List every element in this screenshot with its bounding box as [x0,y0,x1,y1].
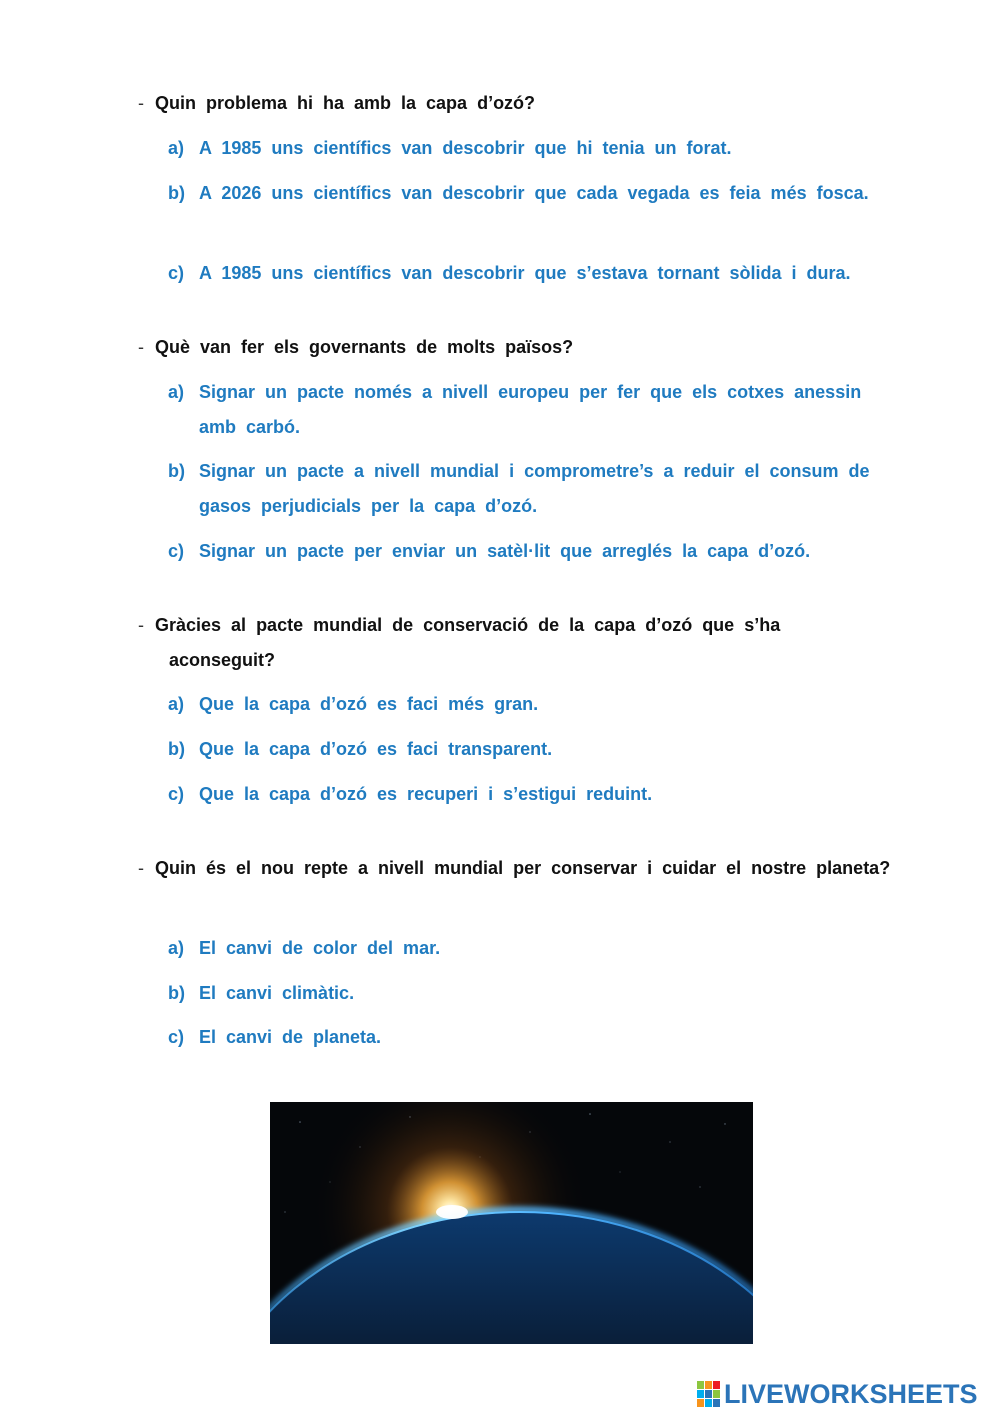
answer-letter: a) [168,382,185,402]
question-3 [138,608,873,678]
question-text: Gràcies al pacte mundial de conservació de la capa d’ozó que s’ha aconseguit? [155,615,781,670]
liveworksheets-brand [697,1377,978,1411]
answer-text: Signar un pacte per enviar un satèl·lit que arreglés la capa d’ozó. [199,541,811,561]
question-text: Què van fer els governants de molts països? [155,337,574,357]
answer-text: Que la capa d’ozó es faci més gran. [199,694,539,714]
answer-letter: c) [168,1027,185,1047]
sun-core [436,1205,468,1219]
answer-4b[interactable] [168,976,928,1011]
question-1 [138,86,898,121]
question-text: Quin és el nou repte a nivell mundial per conservar i cuidar el nostre planeta? [155,858,891,878]
question-dash: - [138,337,144,357]
answer-text: El canvi climàtic. [199,983,355,1003]
answer-letter: a) [168,938,185,958]
answer-2c[interactable] [168,534,948,569]
answer-text: Signar un pacte només a nivell europeu per fer que els cotxes anessin amb carbó. [199,382,862,437]
answer-letter: b) [168,183,185,203]
answer-2a[interactable] [168,375,868,445]
answer-4a[interactable] [168,931,928,966]
question-dash: - [138,858,144,878]
question-text: Quin problema hi ha amb la capa d’ozó? [155,93,536,113]
answer-1a[interactable] [168,131,908,166]
answer-4c[interactable] [168,1020,928,1055]
answer-2b[interactable] [168,454,928,524]
answer-letter: b) [168,983,185,1003]
answer-text: Que la capa d’ozó es recuperi i s’estigui reduint. [199,784,653,804]
answer-1b[interactable] [168,176,888,211]
answer-3b[interactable] [168,732,928,767]
answer-text: A 2026 uns científics van descobrir que cada vegada es feia més fosca. [199,183,869,203]
answer-letter: a) [168,138,185,158]
question-dash: - [138,615,144,635]
answer-letter: b) [168,739,185,759]
answer-letter: c) [168,263,185,283]
answer-text: Que la capa d’ozó es faci transparent. [199,739,553,759]
answer-text: A 1985 uns científics van descobrir que hi tenia un forat. [199,138,732,158]
answer-letter: c) [168,784,185,804]
brand-name: LIVEWORKSHEETS [724,1378,978,1409]
answer-1c[interactable] [168,256,968,291]
question-4 [138,851,898,886]
answer-3a[interactable] [168,687,928,722]
answer-letter: a) [168,694,185,714]
answer-3c[interactable] [168,777,928,812]
earth-sunrise-photo [270,1102,753,1344]
answer-text: Signar un pacte a nivell mundial i comprometre’s a reduir el consum de gasos perjudicials per la capa d’ozó. [199,461,870,516]
answer-text: A 1985 uns científics van descobrir que s’estava tornant sòlida i dura. [199,263,851,283]
liveworksheets-logo-icon [697,1380,721,1408]
answer-letter: c) [168,541,185,561]
question-dash: - [138,93,144,113]
answer-text: El canvi de color del mar. [199,938,441,958]
answer-letter: b) [168,461,185,481]
answer-text: El canvi de planeta. [199,1027,382,1047]
question-2 [138,330,898,365]
